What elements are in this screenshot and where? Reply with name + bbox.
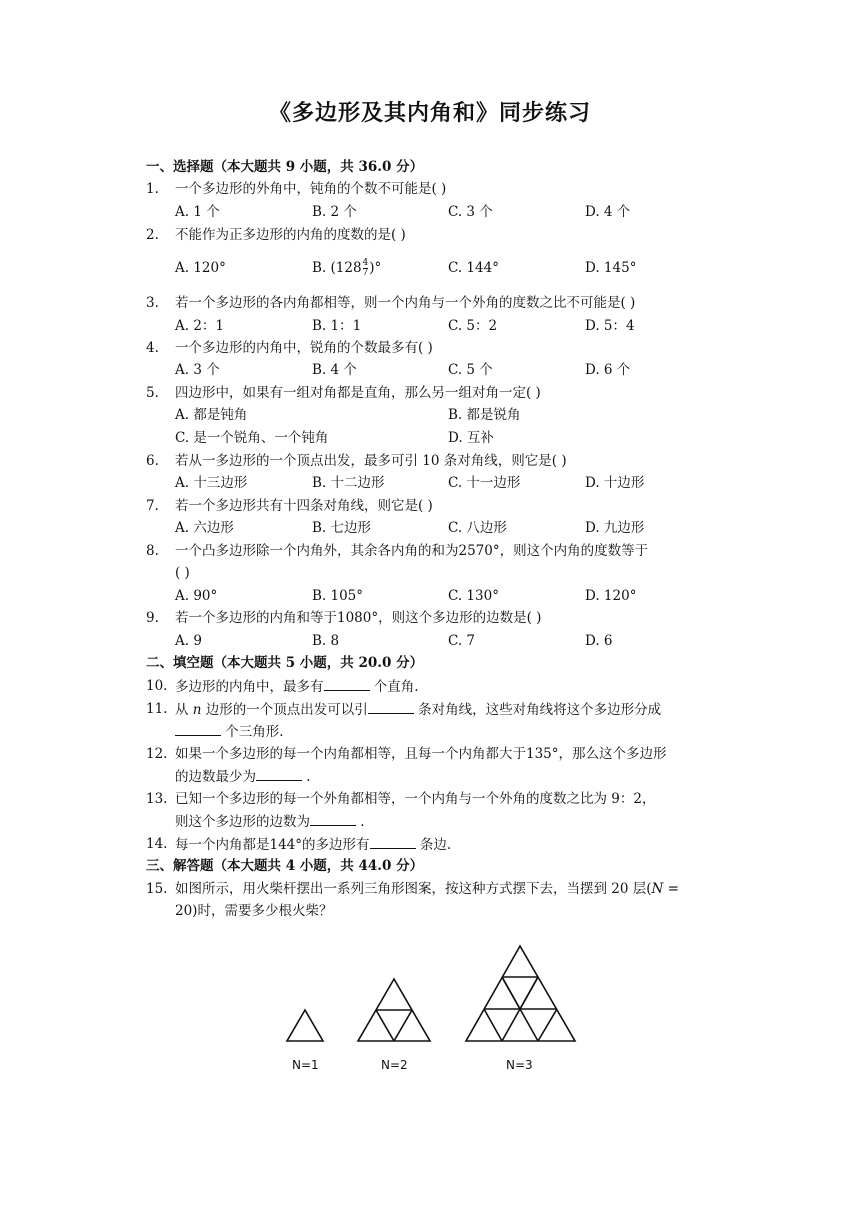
text-part: 每一个内角都是144°的多边形有 xyxy=(175,837,370,853)
text-part: . xyxy=(356,814,365,830)
fraction xyxy=(363,259,369,278)
answer-blank[interactable] xyxy=(175,721,221,736)
question-text-continued xyxy=(175,766,311,787)
question-number: 15. xyxy=(146,881,168,897)
question-text xyxy=(175,879,679,899)
option-d[interactable]: D. 十边形 xyxy=(585,475,645,491)
option-b-prefix: B. (128 xyxy=(312,260,362,276)
text-part: 条边. xyxy=(415,837,452,853)
option-c[interactable]: C. 5：2 xyxy=(448,318,498,334)
section-heading-solve: 三、解答题（本大题共 4 小题，共 44.0 分） xyxy=(146,858,424,874)
variable-n: n xyxy=(192,702,202,718)
answer-blank[interactable] xyxy=(310,811,356,826)
question-text: 一个多边形的内角中，锐角的个数最多有( ) xyxy=(175,340,433,356)
option-b[interactable]: B. 4 个 xyxy=(312,362,357,378)
question-number: 10. xyxy=(146,678,168,694)
option-d[interactable]: D. 6 xyxy=(585,633,613,649)
option-d[interactable]: D. 120° xyxy=(585,588,637,604)
answer-blank[interactable] xyxy=(324,676,370,691)
question-text-continued xyxy=(175,721,284,742)
answer-blank[interactable] xyxy=(256,766,302,781)
question-number: 4. xyxy=(146,340,159,356)
option-b[interactable]: B. 105° xyxy=(312,588,364,604)
triangle-n2 xyxy=(358,979,430,1041)
question-number: 8. xyxy=(146,543,159,559)
text-part: 个直角. xyxy=(369,679,419,695)
text-part: 则这个多边形的边数为 xyxy=(175,814,310,830)
question-text: 一个多边形的外角中，钝角的个数不可能是( ) xyxy=(175,181,447,197)
question-text: 如果一个多边形的每一个内角都相等，且每一个内角都大于135°，那么这个多边形 xyxy=(175,746,667,762)
question-number: 6. xyxy=(146,453,159,469)
option-c[interactable]: C. 144° xyxy=(448,260,499,276)
question-text xyxy=(175,699,661,720)
question-number: 5. xyxy=(146,385,159,401)
option-b[interactable]: B. 8 xyxy=(312,633,340,649)
question-number: 11. xyxy=(146,701,168,717)
triangle-n3 xyxy=(466,946,575,1041)
matchstick-triangles-figure xyxy=(0,930,860,1090)
figure-label-n1: N=1 xyxy=(292,1058,319,1072)
section-heading-choice: 一、选择题（本大题共 9 小题，共 36.0 分） xyxy=(146,159,424,175)
option-d[interactable]: D. 5：4 xyxy=(585,318,635,334)
question-number: 9. xyxy=(146,610,159,626)
option-a[interactable]: A. 1 个 xyxy=(175,204,220,220)
fraction-denominator: 7 xyxy=(362,268,369,278)
text-part: 边形的一个顶点出发可以引 xyxy=(201,702,368,718)
variable-n: N xyxy=(651,881,664,897)
option-d[interactable]: D. 145° xyxy=(585,260,637,276)
question-number: 7. xyxy=(146,498,159,514)
question-text-continued: 20)时，需要多少根火柴？ xyxy=(175,903,333,919)
option-b[interactable]: B. 都是锐角 xyxy=(448,407,521,423)
question-number: 1. xyxy=(146,181,159,197)
option-a[interactable]: A. 十三边形 xyxy=(175,475,248,491)
question-text: 若从一多边形的一个顶点出发，最多可引 10 条对角线，则它是( ) xyxy=(175,453,567,469)
triangle-n1 xyxy=(287,1010,323,1041)
text-part: 的边数最少为 xyxy=(175,769,256,785)
question-text xyxy=(175,834,451,855)
question-number: 13. xyxy=(146,791,168,807)
question-text: 若一个多边形共有十四条对角线，则它是( ) xyxy=(175,498,433,514)
option-a[interactable]: A. 3 个 xyxy=(175,362,220,378)
option-c[interactable]: C. 7 xyxy=(448,633,476,649)
text-part: 从 xyxy=(175,702,193,718)
question-text: 已知一个多边形的每一个外角都相等，一个内角与一个外角的度数之比为 9：2， xyxy=(175,791,656,807)
question-text: 四边形中，如果有一组对角都是直角，那么另一组对角一定( ) xyxy=(175,385,541,401)
option-a[interactable]: A. 2：1 xyxy=(175,318,225,334)
option-c[interactable]: C. 130° xyxy=(448,588,499,604)
answer-blank[interactable] xyxy=(370,834,416,849)
text-part: 如图所示，用火柴杆摆出一系列三角形图案，按这种方式摆下去，当摆到 20 层( xyxy=(175,881,652,897)
question-text xyxy=(175,676,419,697)
option-c[interactable]: C. 5 个 xyxy=(448,362,493,378)
option-d[interactable]: D. 6 个 xyxy=(585,362,631,378)
section-heading-fill: 二、填空题（本大题共 5 小题，共 20.0 分） xyxy=(146,655,424,671)
figure-label-n2: N=2 xyxy=(381,1058,408,1072)
option-d[interactable]: D. 九边形 xyxy=(585,520,645,536)
option-a[interactable]: A. 9 xyxy=(175,633,202,649)
question-number: 2. xyxy=(146,227,159,243)
fraction-numerator: 4 xyxy=(362,258,369,268)
option-b[interactable]: B. 十二边形 xyxy=(312,475,385,491)
question-text: 若一个多边形的内角和等于1080°，则这个多边形的边数是( ) xyxy=(175,610,542,626)
question-text: 一个凸多边形除一个内角外，其余各内角的和为2570°，则这个内角的度数等于 xyxy=(175,543,649,559)
question-text: 若一个多边形的各内角都相等，则一个内角与一个外角的度数之比不可能是( ) xyxy=(175,295,636,311)
text-part: . xyxy=(302,769,311,785)
question-number: 3. xyxy=(146,295,159,311)
answer-blank[interactable] xyxy=(368,699,414,714)
question-number: 14. xyxy=(146,836,168,852)
option-d[interactable]: D. 4 个 xyxy=(585,204,631,220)
text-part: 多边形的内角中，最多有 xyxy=(175,679,324,695)
text-part: 个三角形. xyxy=(221,724,284,740)
option-a[interactable]: A. 都是钝角 xyxy=(175,407,248,423)
option-c[interactable]: C. 八边形 xyxy=(448,520,507,536)
question-number: 12. xyxy=(146,746,168,762)
option-b[interactable] xyxy=(312,258,381,278)
option-c[interactable]: C. 3 个 xyxy=(448,204,493,220)
question-text-continued: ( ) xyxy=(175,565,190,581)
text-part: 条对角线，这些对角线将这个多边形分成 xyxy=(413,702,662,718)
option-c[interactable]: C. 是一个锐角、一个钝角 xyxy=(175,430,329,446)
question-text-continued xyxy=(175,811,365,832)
option-a[interactable]: A. 90° xyxy=(175,588,218,604)
option-a[interactable]: A. 六边形 xyxy=(175,520,234,536)
page-title: 《多边形及其内角和》同步练习 xyxy=(268,100,591,126)
figure-label-n3: N=3 xyxy=(506,1058,533,1072)
text-part: = xyxy=(663,881,679,897)
option-b[interactable]: B. 七边形 xyxy=(312,520,372,536)
option-b[interactable]: B. 2 个 xyxy=(312,204,357,220)
option-c[interactable]: C. 十一边形 xyxy=(448,475,521,491)
option-a[interactable]: A. 120° xyxy=(175,260,226,276)
option-b-suffix: )° xyxy=(369,260,382,276)
option-b[interactable]: B. 1：1 xyxy=(312,318,362,334)
question-text: 不能作为正多边形的内角的度数的是( ) xyxy=(175,227,406,243)
option-d[interactable]: D. 互补 xyxy=(448,430,494,446)
